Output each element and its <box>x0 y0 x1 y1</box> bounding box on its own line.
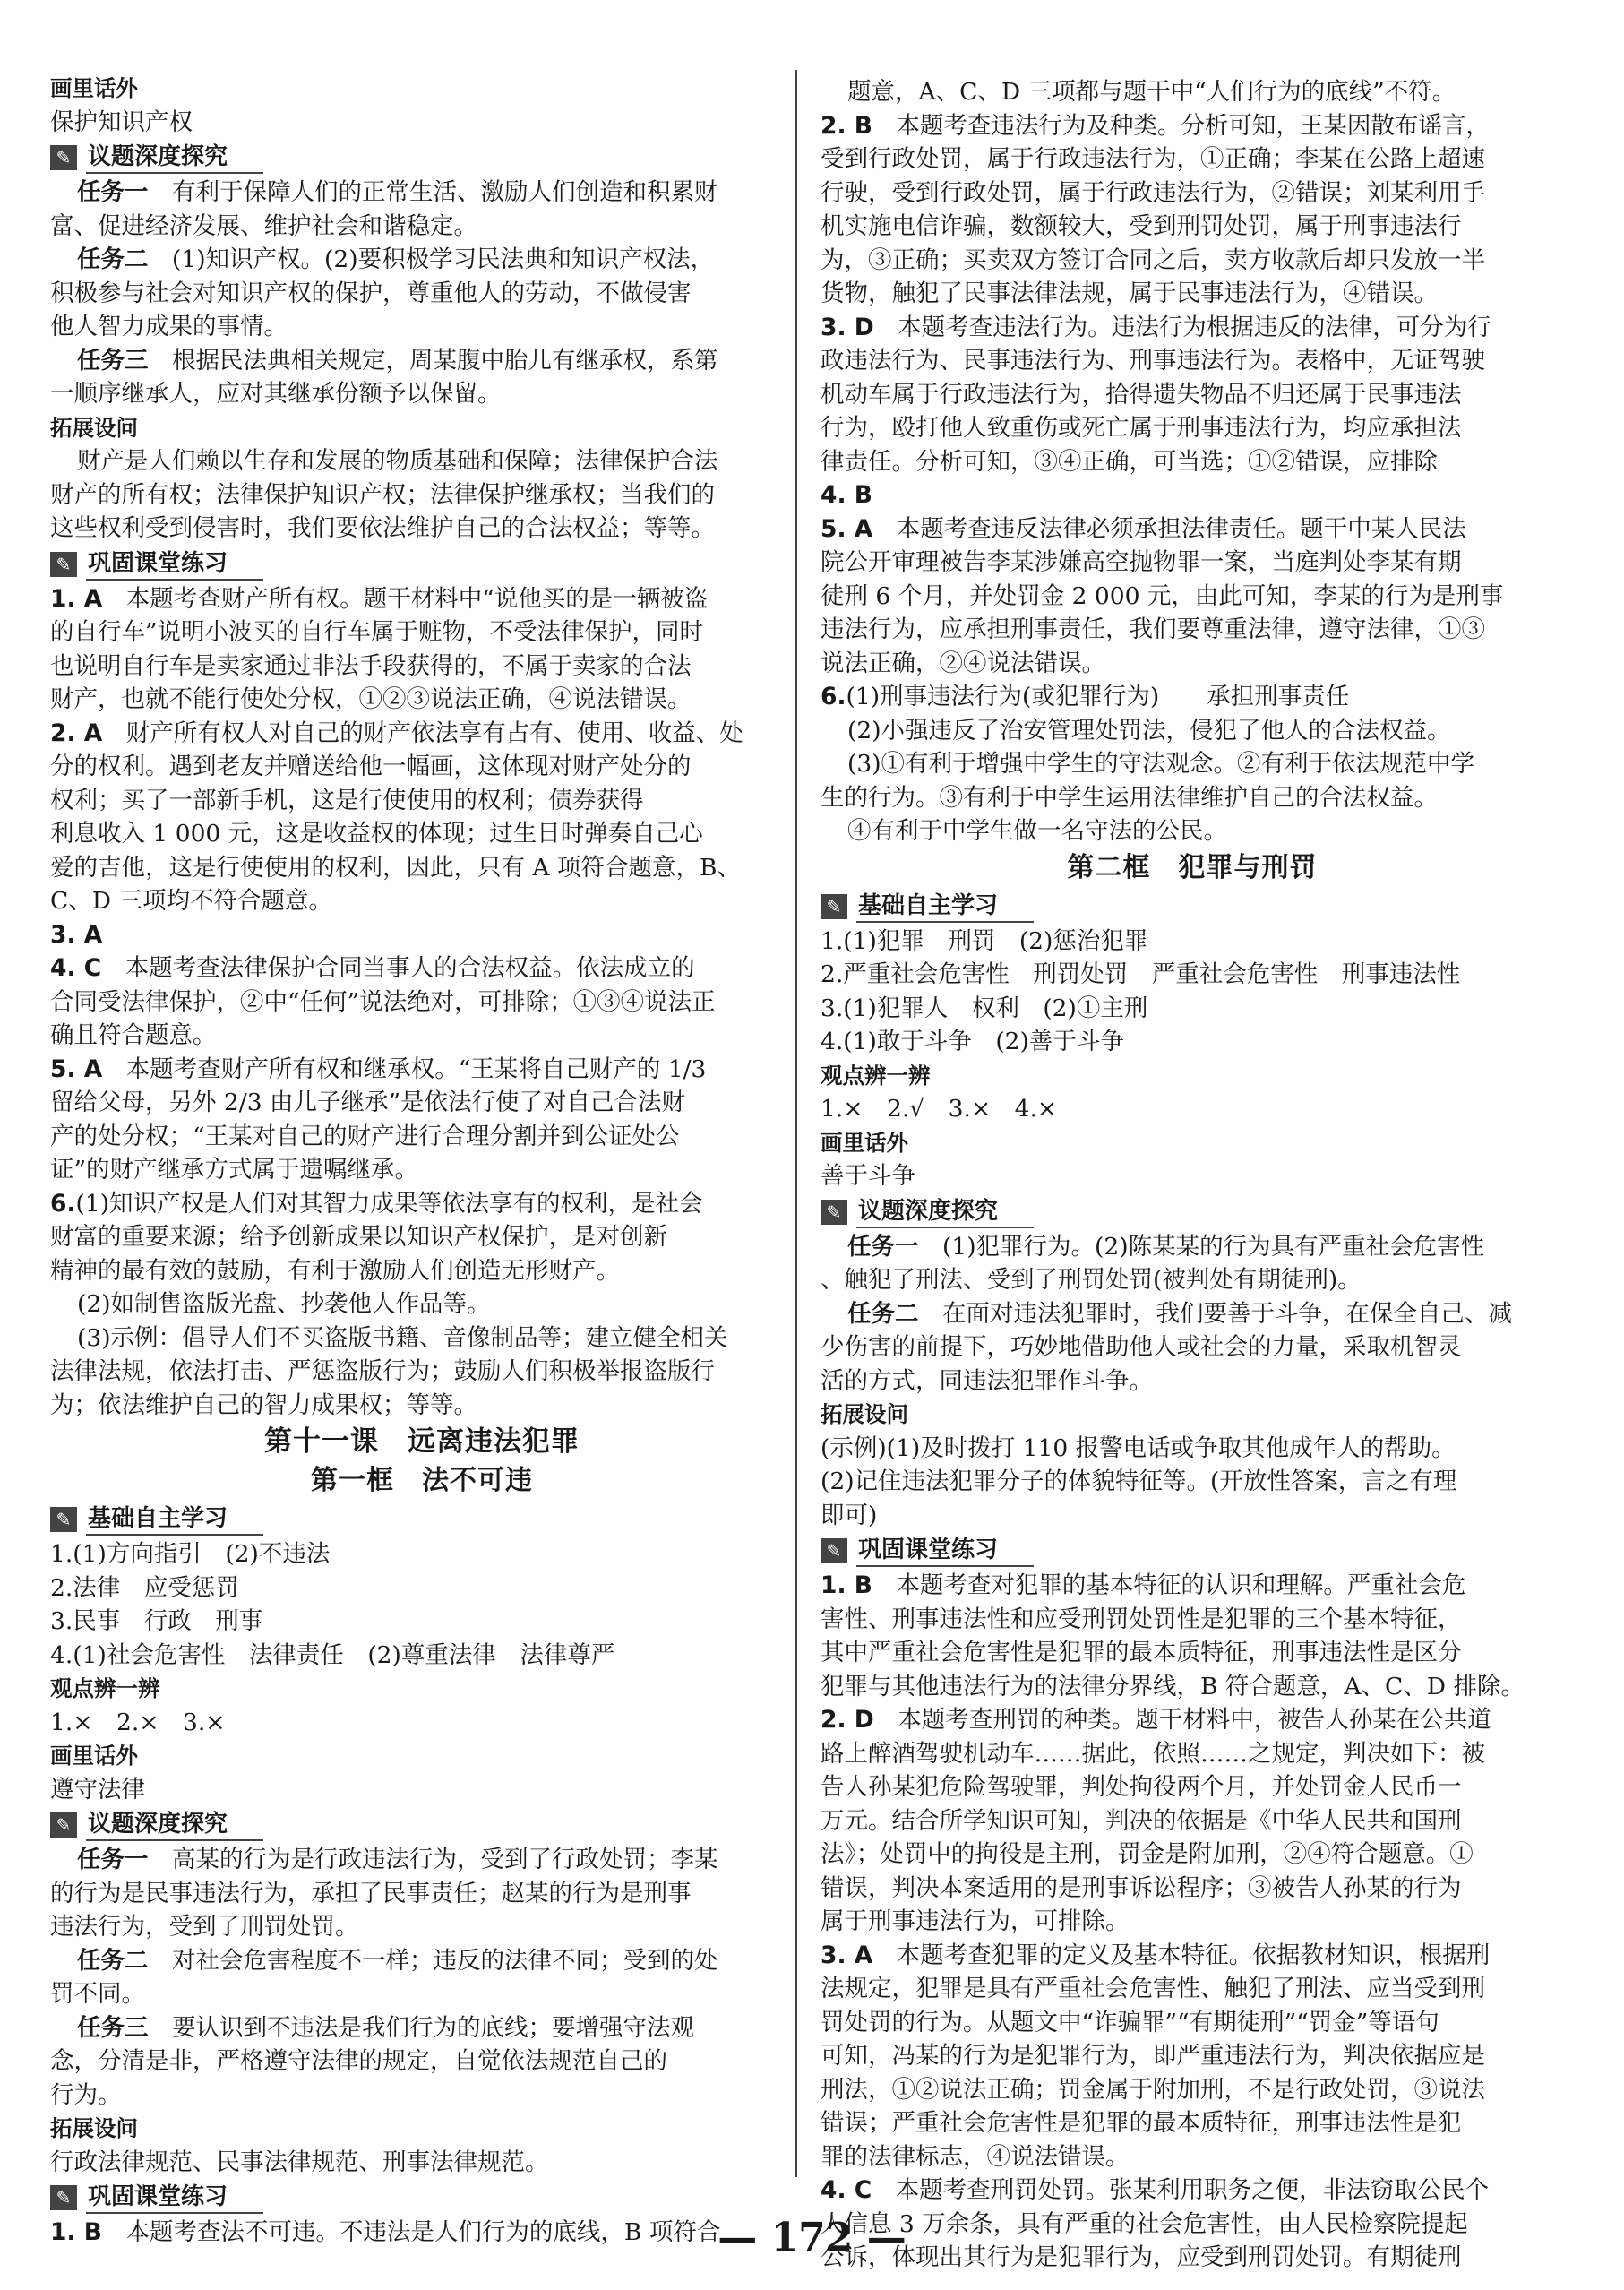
answer-text: (3)①有利于增强中学生的守法观念。②有利于依法规范中学 <box>847 750 1475 778</box>
task-label: 任务二 <box>77 245 149 273</box>
answer-text: 行为，殴打他人致重伤或死亡属于刑事违法行为，均应承担法 <box>821 414 1462 442</box>
answer-text: (2)如制售盗版光盘、抄袭他人作品等。 <box>77 1290 491 1318</box>
task-text: 活的方式，同违法犯罪作斗争。 <box>821 1366 1153 1395</box>
column-divider <box>795 70 797 2177</box>
huali-answer: 保护知识产权 <box>50 108 193 136</box>
section-yiti <box>50 141 794 175</box>
answer-text: 说法正确，②④说法错误。 <box>821 649 1105 677</box>
answer-3: 3. A <box>50 920 103 949</box>
task-text: (1)知识产权。(2)要积极学习民法典和知识产权法， <box>172 245 715 273</box>
answer-1 <box>50 582 794 717</box>
section-title: 议题深度探究 <box>856 1196 1034 1228</box>
answer-number: 6. <box>50 1189 76 1218</box>
task-text: 行为。 <box>50 2080 122 2109</box>
huali-heading: 画里话外 <box>50 1743 138 1769</box>
answer-text: 留给父母，另外 2/3 由儿子继承”是依法行使了对自己合法财 <box>50 1089 686 1116</box>
section-title: 基础自主学习 <box>86 1503 263 1536</box>
answer-text: 其中严重社会危害性是犯罪的最本质特征，刑事违法性是区分 <box>821 1639 1462 1666</box>
answer-text: 产的处分权；“王某对自己的财产进行合理分割并到公证处公 <box>50 1122 680 1150</box>
answer-text: 也说明自行车是卖家通过非法手段获得的，不属于卖家的合法 <box>50 651 692 680</box>
frame-title: 第一框 法不可违 <box>311 1465 533 1496</box>
guandian-answer: 1.× 2.× 3.× <box>50 1708 226 1736</box>
answer-text: 可知，冯某的行为是犯罪行为，即严重违法行为，判决依据应是 <box>821 2042 1485 2070</box>
task-2 <box>50 1944 794 2011</box>
task-text: 罚不同。 <box>50 1980 145 2008</box>
task-3 <box>50 2011 794 2113</box>
task-text: 、触犯了刑法、受到了刑罚处罚(被判处有期徒刑)。 <box>821 1266 1362 1294</box>
answer-text: 路上醉酒驾驶机动车……据此，依照……之规定，判决如下：被 <box>821 1739 1485 1768</box>
answer-text: 徒刑 6 个月，并处罚金 2 000 元，由此可知，李某的行为是刑事 <box>821 581 1504 610</box>
basic-answer: 1.(1)犯罪 刑罚 (2)惩治犯罪 <box>821 926 1148 955</box>
answer-text: 法规定，犯罪是具有严重社会危害性、触犯了刑法、应当受到刑 <box>821 1975 1485 2002</box>
answer-text: 错误；严重社会危害性是犯罪的最本质特征，刑事违法性是犯 <box>821 2109 1462 2137</box>
answer-number: 2. A <box>50 719 103 747</box>
answer-text: 法》；处罚中的拘役是主刑，罚金是附加刑，②④符合题意。① <box>821 1840 1474 1868</box>
section-title: 议题深度探究 <box>86 142 263 174</box>
answer-text: 精神的最有效的鼓励，有利于激励人们创造无形财产。 <box>50 1256 620 1285</box>
answer-text: 政违法行为、民事违法行为、刑事违法行为。表格中，无证驾驶 <box>821 347 1485 374</box>
answer-text: 本题考查违法行为及种类。分析可知，王某因散布谣言， <box>896 111 1490 140</box>
answer-text: 万元。结合所学知识可知，判决的依据是《中华人民共和国刑 <box>821 1806 1462 1835</box>
answer-text: 犯罪与其他违法行为的法律分界线，B 符合题意，A、C、D 排除。 <box>821 1672 1525 1700</box>
pencil-box-icon: ✎ <box>821 1538 847 1563</box>
pencil-box-icon: ✎ <box>821 894 847 919</box>
tuozhan-text: 即可) <box>821 1501 878 1529</box>
right-column <box>821 75 1564 2275</box>
tuozhan-text: 行政法律规范、民事法律规范、刑事法律规范。 <box>50 2148 549 2176</box>
tuozhan-heading: 拓展设问 <box>50 2115 138 2141</box>
task-label: 任务一 <box>77 1846 149 1873</box>
lesson-title: 第十一课 远离违法犯罪 <box>264 1425 580 1458</box>
answer-text: 为；依法维护自己的智力成果权；等等。 <box>50 1390 477 1419</box>
answer-number: 4. C <box>821 2176 872 2204</box>
huali-answer: 善于斗争 <box>821 1162 915 1190</box>
answer-text: (1)知识产权是人们对其智力成果等依法享有的权利，是社会 <box>75 1189 703 1218</box>
task-text: 少伤害的前提下，巧妙地借助他人或社会的力量，采取机智灵 <box>821 1333 1462 1361</box>
answer-text: 财产，也就不能行使处分权，①②③说法正确，④说法错误。 <box>50 685 692 713</box>
answer-text: 行驶，受到行政处罚，属于行政违法行为，②错误；刘某利用手 <box>821 178 1485 207</box>
section-jichu <box>50 1502 794 1537</box>
task-label: 任务三 <box>77 2013 149 2042</box>
answer-text: (1)刑事违法行为(或犯罪行为) 承担刑事责任 <box>846 683 1350 710</box>
answer-text: 题意，A、C、D 三项都与题干中“人们行为的底线”不符。 <box>847 78 1456 106</box>
section-gonggu <box>50 2181 794 2215</box>
huali-heading: 画里话外 <box>50 75 138 101</box>
task-text: 在面对违法犯罪时，我们要善于斗争，在保全自己、减 <box>942 1299 1512 1328</box>
answer-3 <box>821 1939 1564 2174</box>
answer-text: 本题考查对犯罪的基本特征的认识和理解。严重社会危 <box>896 1571 1466 1599</box>
answer-text: 人信息 3 万余条，具有严重的社会危害性，由人民检察院提起 <box>821 2209 1468 2238</box>
answer-text: 受到行政处罚，属于行政违法行为，①正确；李某在公路上超速 <box>821 145 1485 173</box>
answer-5 <box>50 1053 794 1187</box>
answer-text: 公诉，体现出其行为是犯罪行为，应受到刑罚处罚。有期徒刑 <box>821 2243 1462 2271</box>
answer-number: 6. <box>821 683 846 710</box>
answer-text: 罪的法律标志，④说法错误。 <box>821 2142 1130 2171</box>
task-text: 念，分清是非，严格遵守法律的规定，自觉依法规范自己的 <box>50 2047 667 2075</box>
answer-6 <box>821 680 1564 848</box>
answer-text: 证”的财产继承方式属于遗嘱继承。 <box>50 1156 419 1184</box>
tuozhan-text: (示例)(1)及时拨打 110 报警电话或争取其他成年人的帮助。 <box>821 1433 1456 1462</box>
task-text: 高某的行为是行政违法行为，受到了行政处罚；李某 <box>172 1846 718 1873</box>
task-text: 富、促进经济发展、维护社会和谐稳定。 <box>50 211 477 240</box>
frame-title: 第二框 犯罪与刑罚 <box>1067 851 1318 883</box>
answer-3 <box>821 311 1564 479</box>
section-title: 巩固课堂练习 <box>856 1535 1034 1567</box>
tuozhan-text: 财产的所有权；法律保护知识产权；法律保护继承权；当我们的 <box>50 480 715 509</box>
left-column <box>50 72 794 2250</box>
answer-text: (3)示例：倡导人们不买盗版书籍、音像制品等；建立健全相关 <box>77 1323 728 1352</box>
answer-text: 本题考查法不可违。不违法是人们行为的底线，B 项符合 <box>125 2218 721 2246</box>
answer-4: 4. B <box>821 481 872 509</box>
answer-number: 4. C <box>50 954 102 982</box>
answer-text: 本题考查法律保护合同当事人的合法权益。依法成立的 <box>125 954 695 982</box>
huali-heading: 画里话外 <box>821 1129 908 1156</box>
answer-text: 属于刑事违法行为，可排除。 <box>821 1907 1130 1935</box>
answer-text: 财产所有权人对自己的财产依法享有占有、使用、收益、处 <box>125 719 743 747</box>
task-label: 任务一 <box>77 178 149 206</box>
huali-answer: 遵守法律 <box>50 1775 145 1804</box>
answer-text: 分的权利。遇到老友并赠送给他一幅画，这体现对财产处分的 <box>50 753 692 780</box>
section-yiti <box>821 1195 1564 1229</box>
task-text: 根据民法典相关规定，周某腹中胎儿有继承权，系第 <box>172 346 718 374</box>
guandian-answer: 1.× 2.√ 3.× 4.× <box>821 1095 1058 1123</box>
tuozhan-text: (2)记住违法犯罪分子的体貌特征等。(开放性答案，言之有理 <box>821 1468 1457 1495</box>
pencil-box-icon: ✎ <box>50 1507 77 1532</box>
section-title: 基础自主学习 <box>856 891 1034 923</box>
task-text: 的行为是民事违法行为，承担了民事责任；赵某的行为是刑事 <box>50 1879 692 1907</box>
answer-text: 错误，判决本案适用的是刑事诉讼程序；③被告人孙某的行为 <box>821 1873 1462 1902</box>
answer-text: ④有利于中学生做一名守法的公民。 <box>847 817 1227 845</box>
answer-text: 机实施电信诈骗，数额较大，受到刑罚处罚，属于刑事违法行 <box>821 212 1462 240</box>
task-3 <box>50 344 794 411</box>
answer-number: 2. B <box>821 111 872 140</box>
pencil-box-icon: ✎ <box>50 1812 77 1838</box>
task-text: 有利于保障人们的正常生活、激励人们创造和积累财 <box>172 178 718 206</box>
section-gonggu <box>50 547 794 581</box>
task-text: 要认识到不违法是我们行为的底线；要增强守法观 <box>172 2013 694 2042</box>
basic-answer: 2.严重社会危害性 刑罚处罚 严重社会危害性 刑事违法性 <box>821 960 1461 988</box>
answer-text: 权利；买了一部新手机，这是行使使用的权利；债券获得 <box>50 786 644 814</box>
answer-text: 生的行为。③有利于中学生运用法律维护自己的合法权益。 <box>821 783 1438 812</box>
guandian-heading: 观点辨一辨 <box>821 1062 931 1089</box>
answer-text: 罚处罚的行为。从题文中“诈骗罪”“有期徒刑”“罚金”等语句 <box>821 2008 1439 2036</box>
answer-text: 爱的吉他，这是行使使用的权利，因此，只有 A 项符合题意，B、 <box>50 853 741 882</box>
answer-number: 1. B <box>50 2218 102 2246</box>
pencil-box-icon: ✎ <box>50 2185 77 2210</box>
answer-2 <box>50 717 794 918</box>
answer-text: 财富的重要来源；给予创新成果以知识产权保护，是对创新 <box>50 1223 667 1251</box>
task-1 <box>50 1843 794 1944</box>
tuozhan-heading: 拓展设问 <box>821 1401 908 1427</box>
pencil-box-icon: ✎ <box>50 552 77 577</box>
section-title: 议题深度探究 <box>86 1809 263 1841</box>
tuozhan-heading: 拓展设问 <box>50 414 138 441</box>
answer-text: 本题考查违反法律必须承担法律责任。题干中某人民法 <box>896 514 1466 543</box>
answer-text: 本题考查违法行为。违法行为根据违反的法律，可分为行 <box>898 313 1491 341</box>
answer-text: 为，③正确；买卖双方签订合同之后，卖方收款后却只发放一半 <box>821 245 1485 274</box>
answer-2 <box>821 109 1564 311</box>
answer-text: 告人孙某犯危险驾驶罪，判处拘役两个月，并处罚金人民币一 <box>821 1773 1462 1801</box>
basic-answer: 2.法律 应受惩罚 <box>50 1573 239 1602</box>
pencil-box-icon: ✎ <box>50 145 77 170</box>
task-label: 任务一 <box>847 1232 919 1261</box>
answer-5 <box>821 512 1564 681</box>
task-text: (1)犯罪行为。(2)陈某某的行为具有严重社会危害性 <box>942 1232 1485 1261</box>
answer-6 <box>50 1187 794 1423</box>
task-2 <box>50 243 794 344</box>
answer-text: 本题考查财产所有权。题干材料中“说他买的是一辆被盗 <box>125 584 709 613</box>
answer-4 <box>50 951 794 1053</box>
answer-text: 违法行为，应承担刑事责任，我们要尊重法律，遵守法律，①③ <box>821 616 1485 643</box>
page-number: — 172 — <box>717 2215 907 2260</box>
basic-answer: 1.(1)方向指引 (2)不违法 <box>50 1540 331 1568</box>
task-label: 任务二 <box>847 1299 919 1328</box>
section-title: 巩固课堂练习 <box>86 548 263 581</box>
section-title: 巩固课堂练习 <box>86 2182 263 2214</box>
answer-text: 律责任。分析可知，③④正确，可当选；①②错误，应排除 <box>821 447 1438 476</box>
answer-text: 机动车属于行政违法行为，拾得遗失物品不归还属于民事违法 <box>821 380 1462 409</box>
answer-text: 的自行车”说明小波买的自行车属于赃物，不受法律保护，同时 <box>50 618 704 646</box>
answer-text: 本题考查犯罪的定义及基本特征。依据教材知识，根据刑 <box>896 1941 1491 1969</box>
tuozhan-text: 财产是人们赖以生存和发展的物质基础和保障；法律保护合法 <box>77 447 718 475</box>
answer-text: 本题考查刑罚处罚。张某利用职务之便，非法窃取公民个 <box>895 2176 1490 2204</box>
task-label: 任务二 <box>77 1946 149 1975</box>
answer-number: 5. A <box>821 514 873 543</box>
task-text: 违法行为，受到了刑罚处罚。 <box>50 1913 359 1941</box>
basic-answer: 3.(1)犯罪人 权利 (2)①主刑 <box>821 994 1148 1022</box>
answer-text: 利息收入 1 000 元，这是收益权的体现；过生日时弹奏自己心 <box>50 820 703 848</box>
task-1 <box>821 1230 1564 1297</box>
pencil-box-icon: ✎ <box>821 1200 847 1225</box>
task-text: 对社会危害程度不一样；违反的法律不同；受到的处 <box>172 1946 718 1975</box>
task-text: 他人智力成果的事情。 <box>50 313 288 340</box>
answer-text: 合同受法律保护，②中“任何”说法绝对，可排除；①③④说法正 <box>50 987 716 1016</box>
answer-text: 害性、刑事违法性和应受刑罚处罚性是犯罪的三个基本特征， <box>821 1605 1462 1633</box>
task-label: 任务三 <box>77 346 149 374</box>
guandian-heading: 观点辨一辨 <box>50 1675 160 1701</box>
answer-text: 院公开审理被告李某涉嫌高空抛物罪一案，当庭判处李某有期 <box>821 548 1462 576</box>
answer-text: 法律法规，依法打击、严惩盗版行为；鼓励人们积极举报盗版行 <box>50 1357 715 1385</box>
section-jichu <box>821 890 1564 924</box>
answer-text: C、D 三项均不符合题意。 <box>50 887 332 915</box>
answer-number: 2. D <box>821 1706 874 1734</box>
section-yiti <box>50 1808 794 1842</box>
task-text: 积极参与社会对知识产权的保护，尊重他人的劳动，不做侵害 <box>50 279 692 307</box>
answer-2 <box>821 1703 1564 1939</box>
basic-answer: 4.(1)敢于斗争 (2)善于斗争 <box>821 1028 1124 1055</box>
answer-number: 1. B <box>821 1571 872 1599</box>
answer-text: 本题考查刑罚的种类。题干材料中，被告人孙某在公共道 <box>898 1706 1491 1734</box>
answer-number: 1. A <box>50 584 103 613</box>
answer-1 <box>821 1569 1564 1703</box>
task-1 <box>50 176 794 243</box>
task-2 <box>821 1297 1564 1399</box>
answer-text: (2)小强违反了治安管理处罚法，侵犯了他人的合法权益。 <box>847 716 1451 745</box>
answer-number: 3. D <box>821 313 874 341</box>
answer-text: 货物，触犯了民事法律法规，属于民事违法行为，④错误。 <box>821 280 1438 307</box>
answer-text: 本题考查财产所有权和继承权。“王某将自己财产的 1/3 <box>125 1055 707 1083</box>
basic-answer: 4.(1)社会危害性 法律责任 (2)尊重法律 法律尊严 <box>50 1640 615 1669</box>
section-gonggu <box>821 1534 1564 1568</box>
answer-text: 刑法，①②说法正确；罚金属于附加刑，不是行政处罚，③说法 <box>821 2075 1485 2104</box>
tuozhan-text: 这些权利受到侵害时，我们要依法维护自己的合法权益；等等。 <box>50 514 715 542</box>
answer-number: 3. A <box>821 1941 873 1969</box>
basic-answer: 3.民事 行政 刑事 <box>50 1607 263 1635</box>
answer-text: 确且符合题意。 <box>50 1021 217 1049</box>
task-text: 一顺序继承人，应对其继承份额予以保留。 <box>50 380 502 408</box>
answer-number: 5. A <box>50 1055 103 1083</box>
